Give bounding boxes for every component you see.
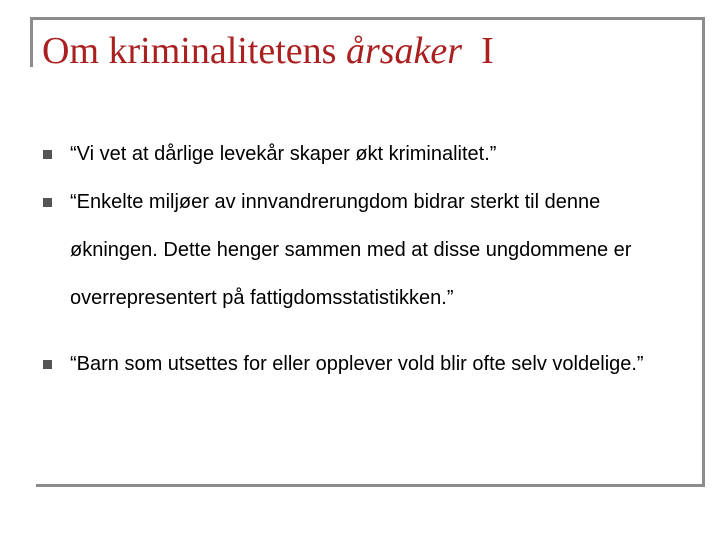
bullet-text: “Vi vet at dårlige levekår skaper økt kriminalitet.”	[70, 143, 497, 165]
square-bullet-icon	[43, 360, 52, 369]
frame-right-line	[702, 17, 705, 487]
square-bullet-icon	[43, 150, 52, 159]
bullet-item	[40, 340, 680, 388]
title-suffix-text: I	[462, 30, 494, 72]
title-frame-top-line	[30, 17, 705, 20]
title-italic-text: årsaker	[345, 30, 463, 72]
slide-title	[42, 26, 494, 76]
square-bullet-icon	[43, 198, 52, 207]
bullet-list	[40, 130, 680, 406]
bullet-item	[40, 130, 680, 178]
bullet-text: “Barn som utsettes for eller opplever vold blir ofte selv voldelige.”	[70, 353, 644, 375]
title-frame-left-line	[30, 17, 33, 67]
title-main-text: Om kriminalitetens	[42, 30, 346, 72]
bottom-rule-line	[36, 484, 705, 487]
bullet-item	[40, 178, 680, 322]
bullet-text: “Enkelte miljøer av innvandrerungdom bidrar sterkt til denne økningen. Dette henger sammen med at disse ungdommene er overrepresentert på fattigdomsstatistikken.”	[70, 191, 632, 309]
